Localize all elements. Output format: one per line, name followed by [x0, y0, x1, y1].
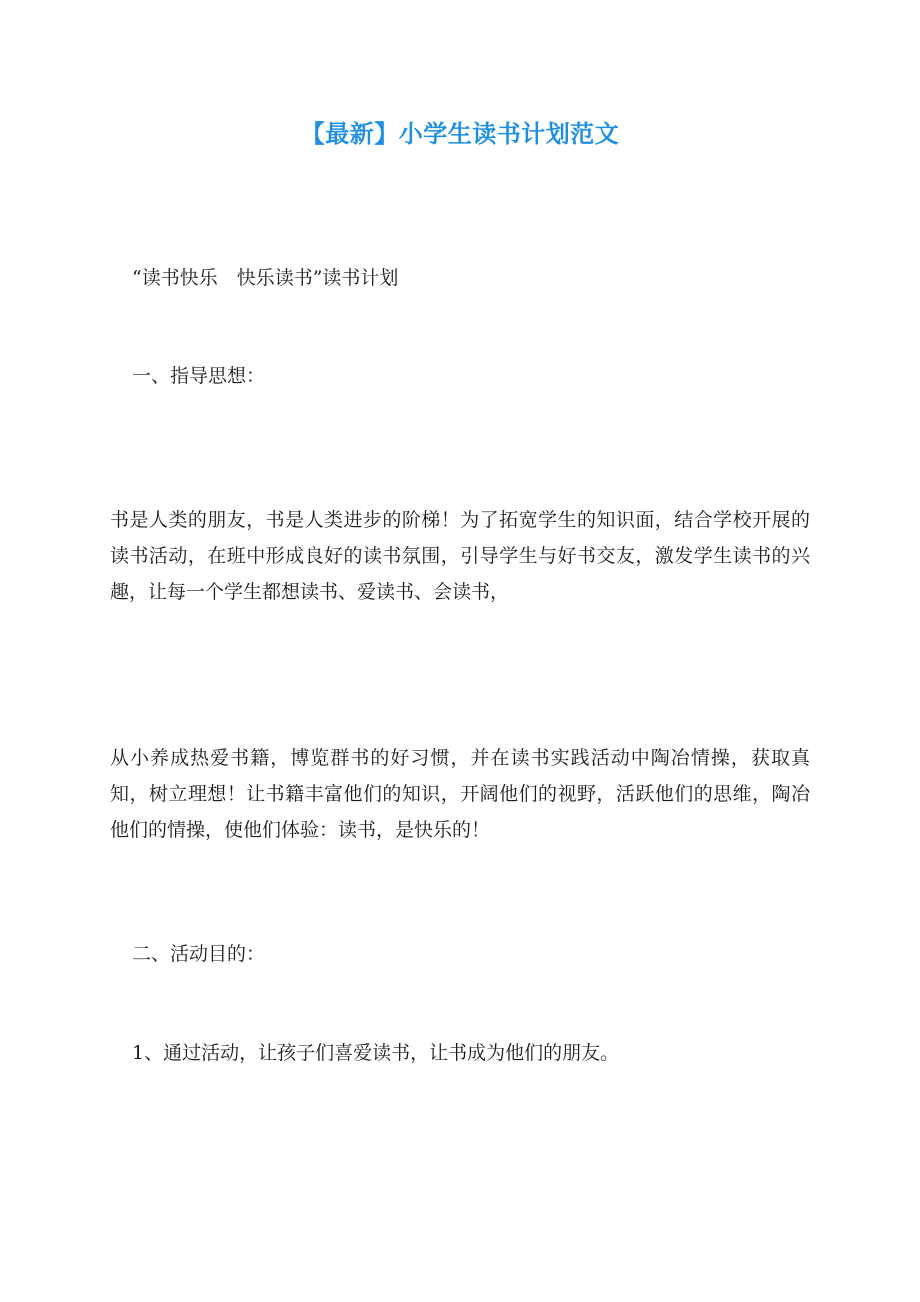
- document-title: 【最新】小学生读书计划范文: [300, 120, 620, 148]
- section-heading-activity-purpose: 二、活动目的：: [132, 943, 266, 965]
- paragraph-guiding-thought-2: 从小养成热爱书籍，博览群书的好习惯，并在读书实践活动中陶冶情操，获取真知，树立理想！让书籍丰富他们的知识，开阔他们的视野，活跃他们的思维，陶冶他们的情操，使他们体验：读书，是快乐的！: [110, 747, 810, 841]
- paragraph-guiding-thought-1: 书是人类的朋友，书是人类进步的阶梯！为了拓宽学生的知识面，结合学校开展的读书活动，在班中形成良好的读书氛围，引导学生与好书交友，激发学生读书的兴趣，让每一个学生都想读书、爱读书、会读书，: [110, 509, 810, 603]
- plan-subtitle: “读书快乐 快乐读书”读书计划: [132, 267, 399, 289]
- purpose-item-1: 1、通过活动，让孩子们喜爱读书，让书成为他们的朋友。: [132, 1042, 620, 1064]
- section-heading-guiding-thought: 一、指导思想：: [132, 365, 266, 387]
